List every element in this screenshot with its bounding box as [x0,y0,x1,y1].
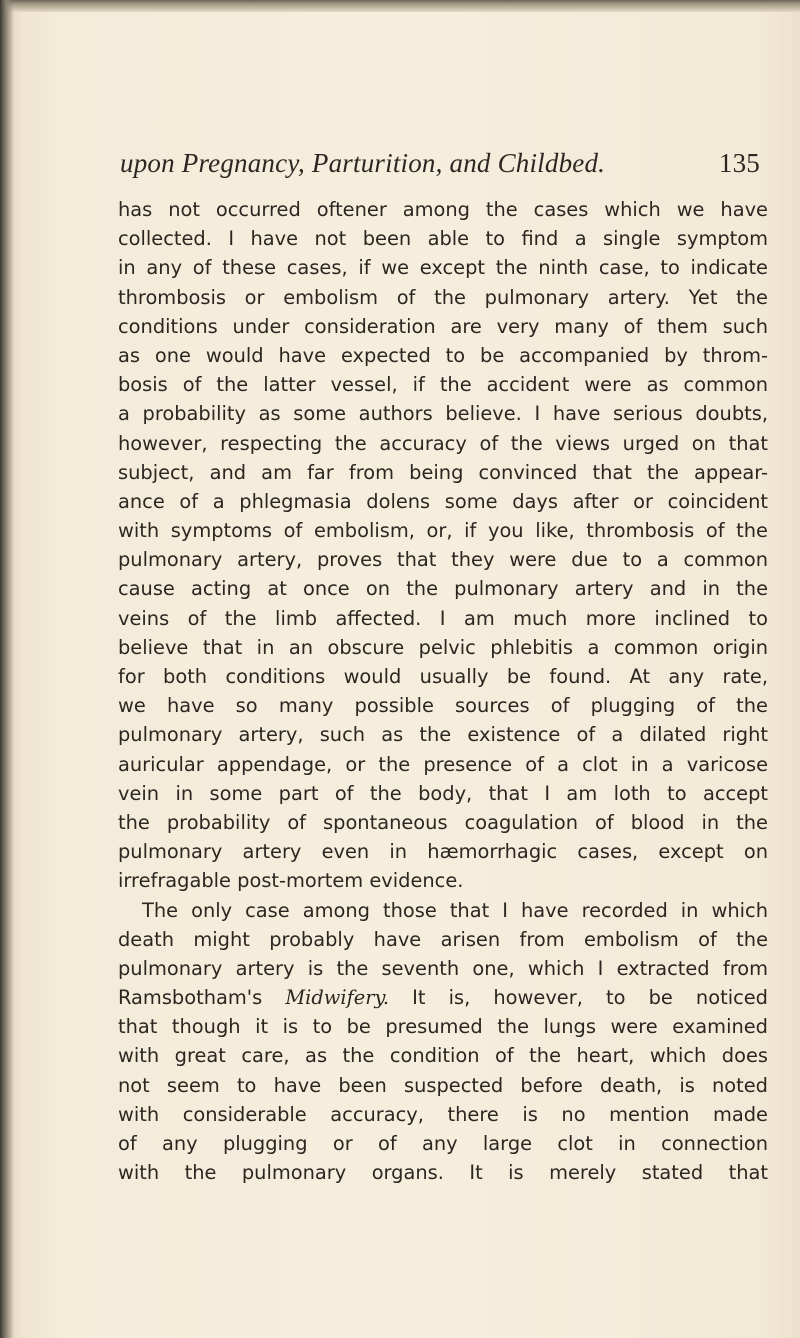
text-line: with the pulmonary organs. It is merely stated that [118,1161,768,1185]
paragraph-2 [118,896,768,1188]
text-line: as one would have expected to be accompanied by throm- [118,343,768,367]
text-line: not seem to have been suspected before death, is noted [118,1073,768,1097]
text-line: the probability of spontaneous coagulation of blood in the [118,810,768,834]
text-line: with symptoms of embolism, or, if you like, thrombosis of the [118,519,768,543]
text-line: a probability as some authors believe. I have serious doubts, [118,402,768,426]
text-line: pulmonary artery even in hæmorrhagic cases, except on [118,840,768,864]
text-line: auricular appendage, or the presence of a clot in a varicose [118,752,768,776]
text-line: veins of the limb affected. I am much more inclined to [118,606,768,630]
paragraph-1 [118,195,768,896]
text-line: of any plugging or of any large clot in connection [118,1132,768,1155]
body-text [118,195,768,1187]
running-head-title: upon Pregnancy, Parturition, and Childbed. [120,148,606,178]
text-line: collected. I have not been able to find a single symptom [118,227,768,251]
text-line: believe that in an obscure pelvic phlebitis a common origin [118,635,768,659]
text-line: that though it is to be presumed the lungs were examined [118,1015,768,1039]
text-line: ance of a phlegmasia dolens some days after or coincident [118,489,768,513]
running-head [120,148,760,188]
page-number: 135 [718,148,760,178]
book-title: Midwifery. [285,986,390,1010]
text-line: conditions under consideration are very many of them such [118,314,768,338]
text-line: for both conditions would usually be found. At any rate, [118,665,768,688]
text-line: irrefragable post-mortem evidence. [118,869,464,893]
binding-shadow [0,0,14,1338]
text-line: pulmonary artery, proves that they were due to a common [118,548,768,572]
text-line: pulmonary artery, such as the existence of a dilated right [118,723,768,747]
text-line: The only case among those that I have recorded in which [142,898,768,922]
text-line: bosis of the latter vessel, if the accident were as common [118,373,768,397]
text-fragment: Ramsbotham's [118,986,286,1010]
text-line: however, respecting the accuracy of the views urged on that [118,431,768,455]
text-line: in any of these cases, if we except the ninth case, to indicate [118,256,768,280]
text-line: has not occurred oftener among the cases which we have [118,198,768,221]
text-line: with considerable accuracy, there is no mention made [118,1102,768,1126]
text-line: with great care, as the condition of the heart, which does [118,1044,768,1068]
text-line: subject, and am far from being convinced that the appear- [118,460,768,484]
text-line: pulmonary artery is the seventh one, which I extracted from [118,956,768,980]
text-line [118,983,768,1012]
page-top-edge [0,0,800,12]
text-fragment: It is, however, to be noticed [389,986,768,1010]
text-line: cause acting at once on the pulmonary artery and in the [118,577,768,601]
text-line: death might probably have arisen from embolism of the [118,927,768,951]
text-line: we have so many possible sources of plugging of the [118,694,768,718]
text-line: vein in some part of the body, that I am loth to accept [118,781,768,805]
text-line: thrombosis or embolism of the pulmonary artery. Yet the [118,285,768,309]
